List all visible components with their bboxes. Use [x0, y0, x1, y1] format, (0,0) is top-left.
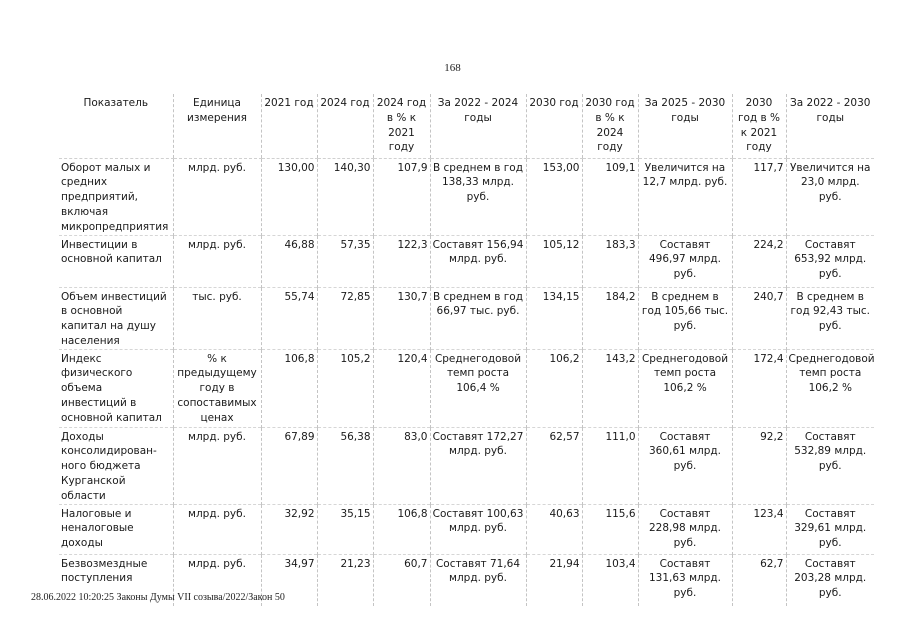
- cell-2024: 35,15: [317, 504, 373, 554]
- cell-2030-pct-2024: 184,2: [582, 287, 638, 349]
- cell-2030-pct-2024: 103,4: [582, 554, 638, 606]
- cell-2021: 67,89: [261, 427, 317, 504]
- cell-2021: 46,88: [261, 235, 317, 287]
- header-period-2022-2030: За 2022 - 2030 годы: [786, 94, 874, 158]
- header-2030-pct-2024: 2030 год в % к 2024 году: [582, 94, 638, 158]
- cell-2024-pct: 130,7: [373, 287, 430, 349]
- cell-period-2022-2030: Составят 203,28 млрд. руб.: [786, 554, 874, 606]
- cell-2030: 134,15: [526, 287, 582, 349]
- cell-2030-pct-2024: 115,6: [582, 504, 638, 554]
- cell-2024: 72,85: [317, 287, 373, 349]
- cell-period-2022-2024: В среднем в год 66,97 тыс. руб.: [430, 287, 526, 349]
- cell-indicator: Доходы консолидирован-ного бюджета Курганской области: [61, 430, 157, 502]
- cell-period-2025-2030: Среднегодовой темп роста 106,2 %: [638, 349, 732, 427]
- cell-period-2025-2030: Составят 496,97 млрд. руб.: [638, 235, 732, 287]
- cell-indicator: Инвестиции в основной капитал: [61, 238, 162, 266]
- cell-period-2025-2030: Составят 360,61 млрд. руб.: [638, 427, 732, 504]
- cell-2024: 57,35: [317, 235, 373, 287]
- cell-2024: 105,2: [317, 349, 373, 427]
- cell-2030: 105,12: [526, 235, 582, 287]
- table-row: [59, 235, 874, 287]
- header-2030-pct-2021: 2030 год в % к 2021 году: [732, 94, 786, 158]
- cell-period-2022-2030: В среднем в год 92,43 тыс. руб.: [786, 287, 874, 349]
- cell-2030: 62,57: [526, 427, 582, 504]
- cell-2030-pct-2024: 183,3: [582, 235, 638, 287]
- cell-2021: 32,92: [261, 504, 317, 554]
- cell-2030-pct-2024: 109,1: [582, 158, 638, 235]
- cell-indicator: Оборот малых и средних предприятий, включая микропредприятия: [61, 161, 169, 233]
- cell-2024-pct: 122,3: [373, 235, 430, 287]
- table-row: [59, 349, 874, 427]
- cell-2024-pct: 83,0: [373, 427, 430, 504]
- cell-2030-pct-2021: 172,4: [732, 349, 786, 427]
- cell-2030-pct-2024: 143,2: [582, 349, 638, 427]
- document-footer: 28.06.2022 10:20:25 Законы Думы VII созыва/2022/Закон 50: [31, 592, 285, 603]
- cell-2024-pct: 107,9: [373, 158, 430, 235]
- cell-period-2022-2024: Составят 100,63 млрд. руб.: [430, 504, 526, 554]
- cell-period-2022-2024: В среднем в год 138,33 млрд. руб.: [430, 158, 526, 235]
- table-header-row: [59, 94, 874, 158]
- cell-2030: 21,94: [526, 554, 582, 606]
- cell-unit: млрд. руб.: [173, 158, 261, 235]
- cell-period-2022-2030: Составят 329,61 млрд. руб.: [786, 504, 874, 554]
- cell-period-2025-2030: В среднем в год 105,66 тыс. руб.: [638, 287, 732, 349]
- cell-indicator: Индекс физического объема инвестиций в основной капитал: [61, 352, 162, 424]
- indicators-table: [59, 94, 874, 606]
- cell-period-2022-2030: Увеличится на 23,0 млрд. руб.: [786, 158, 874, 235]
- cell-unit: млрд. руб.: [173, 504, 261, 554]
- cell-unit: млрд. руб.: [173, 554, 261, 606]
- cell-2030-pct-2024: 111,0: [582, 427, 638, 504]
- cell-period-2022-2030: Среднегодовой темп роста 106,2 %: [786, 349, 874, 427]
- cell-period-2022-2024: Составят 156,94 млрд. руб.: [430, 235, 526, 287]
- cell-2030-pct-2021: 240,7: [732, 287, 786, 349]
- cell-2030: 40,63: [526, 504, 582, 554]
- header-2024-pct: 2024 год в % к 2021 году: [373, 94, 430, 158]
- cell-period-2025-2030: Увеличится на 12,7 млрд. руб.: [638, 158, 732, 235]
- cell-period-2022-2024: Составят 71,64 млрд. руб.: [430, 554, 526, 606]
- cell-period-2022-2024: Составят 172,27 млрд. руб.: [430, 427, 526, 504]
- cell-period-2025-2030: Составят 131,63 млрд. руб.: [638, 554, 732, 606]
- header-period-2025-2030: За 2025 - 2030 годы: [638, 94, 732, 158]
- cell-indicator: Объем инвестиций в основной капитал на душу населения: [61, 290, 167, 347]
- table-row: [59, 287, 874, 349]
- cell-2021: 55,74: [261, 287, 317, 349]
- cell-2021: 34,97: [261, 554, 317, 606]
- cell-period-2022-2030: Составят 532,89 млрд. руб.: [786, 427, 874, 504]
- cell-2024-pct: 106,8: [373, 504, 430, 554]
- cell-unit: тыс. руб.: [173, 287, 261, 349]
- cell-2024-pct: 120,4: [373, 349, 430, 427]
- header-2021: 2021 год: [261, 94, 317, 158]
- cell-indicator: Безвозмездные поступления: [61, 557, 148, 585]
- cell-2030-pct-2021: 117,7: [732, 158, 786, 235]
- header-2030: 2030 год: [526, 94, 582, 158]
- cell-2030-pct-2021: 62,7: [732, 554, 786, 606]
- cell-unit: млрд. руб.: [173, 235, 261, 287]
- cell-2024: 21,23: [317, 554, 373, 606]
- cell-2021: 130,00: [261, 158, 317, 235]
- header-unit: Единица измерения: [173, 94, 261, 158]
- cell-2021: 106,8: [261, 349, 317, 427]
- cell-2024: 56,38: [317, 427, 373, 504]
- table-row: [59, 504, 874, 554]
- cell-2030-pct-2021: 92,2: [732, 427, 786, 504]
- header-period-2022-2024: За 2022 - 2024 годы: [430, 94, 526, 158]
- cell-period-2025-2030: Составят 228,98 млрд. руб.: [638, 504, 732, 554]
- cell-indicator: Налоговые и неналоговые доходы: [61, 507, 134, 550]
- cell-2024-pct: 60,7: [373, 554, 430, 606]
- table-row: [59, 427, 874, 504]
- cell-unit: % к предыдущему году в сопоставимых ценах: [173, 349, 261, 427]
- cell-unit: млрд. руб.: [173, 427, 261, 504]
- cell-period-2022-2030: Составят 653,92 млрд. руб.: [786, 235, 874, 287]
- cell-2030-pct-2021: 224,2: [732, 235, 786, 287]
- cell-2030: 153,00: [526, 158, 582, 235]
- header-2024: 2024 год: [317, 94, 373, 158]
- cell-2024: 140,30: [317, 158, 373, 235]
- header-indicator: Показатель: [59, 94, 173, 158]
- cell-period-2022-2024: Среднегодовой темп роста 106,4 %: [430, 349, 526, 427]
- cell-2030-pct-2021: 123,4: [732, 504, 786, 554]
- page-number: 168: [444, 62, 461, 74]
- table-row: [59, 158, 874, 235]
- cell-2030: 106,2: [526, 349, 582, 427]
